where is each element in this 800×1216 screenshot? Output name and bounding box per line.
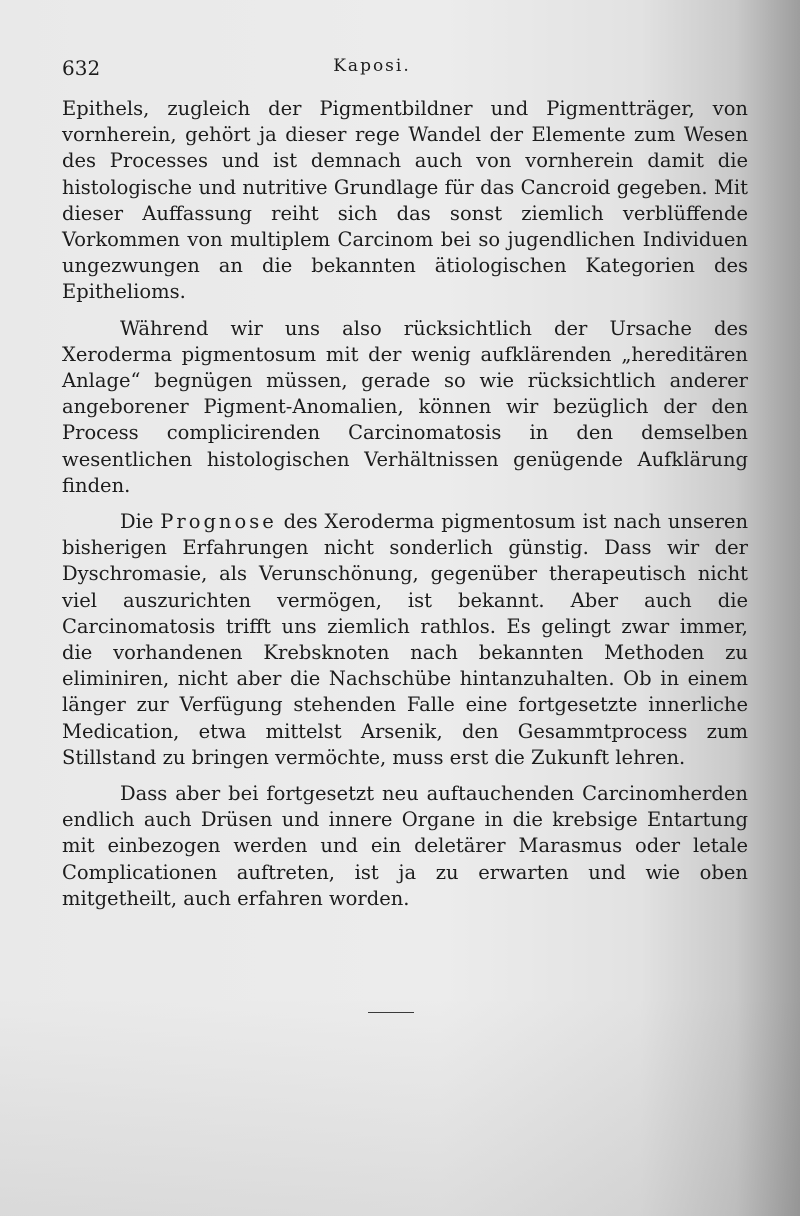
paragraph-2: Während wir uns also rücksichtlich der Ursache des Xeroderma pigmentosum mit der wenig aufklärenden „hereditären Anlage“ begnügen müssen, gerade so wie rücksichtlich anderer angeborener Pigment-Anomalien, können wir bezüglich der den Process complicirenden Carcinomatosis in den demselben wesentlichen histologischen Verhältnissen genügende Aufklärung finden. — [62, 316, 748, 497]
running-head: Kaposi. — [333, 56, 411, 76]
paragraph-1: Epithels, zugleich der Pigmentbildner und Pigmentträger, von vornherein, gehört ja dieser rege Wandel der Elemente zum Wesen des Processes und ist demnach auch von vornherein damit die histologische und nutritive Grundlage für das Cancroid gegeben. Mit dieser Auffassung reiht sich das sonst ziemlich verblüffende Vorkommen von multiplem Carcinom bei so jugendlichen Individuen ungezwungen an die bekannten ätiologischen Kategorien des Epithelioms. — [62, 97, 748, 304]
paragraph-3 — [62, 509, 748, 771]
section-divider — [368, 1012, 414, 1013]
prognose-emphasis: Prognose — [160, 510, 277, 534]
paragraph-3-text: des Xeroderma pigmentosum ist nach unseren bisherigen Erfahrungen nicht sonderlich günstig. Dass wir der Dyschromasie, als Verunschönung, gegenüber therapeutisch nicht viel auszurichten vermögen, ist bekannt. Aber auch die Carcinomatosis trifft uns ziemlich rathlos. Es gelingt zwar immer, die vorhandenen Krebsknoten nach bekannten Methoden zu eliminiren, nicht aber die Nachschübe hintanzuhalten. Ob in einem länger zur Verfügung stehenden Falle eine fortgesetzte innerliche Medication, etwa mittelst Arsenik, den Gesammtprocess zum Stillstand zu bringen vermöchte, muss erst die Zukunft lehren. — [62, 510, 749, 769]
page-header — [62, 56, 752, 86]
page-shadow — [0, 996, 800, 1216]
paragraph-3-lead: Die — [120, 510, 154, 534]
body-text — [62, 96, 748, 912]
paragraph-4: Dass aber bei fortgesetzt neu auftauchenden Carcinomherden endlich auch Drüsen und innere Organe in die krebsige Entartung mit einbezogen werden und ein deletärer Marasmus oder letale Complicationen auftreten, ist ja zu erwarten und wie oben mitgetheilt, auch erfahren worden. — [62, 782, 748, 910]
page-number: 632 — [62, 56, 101, 80]
